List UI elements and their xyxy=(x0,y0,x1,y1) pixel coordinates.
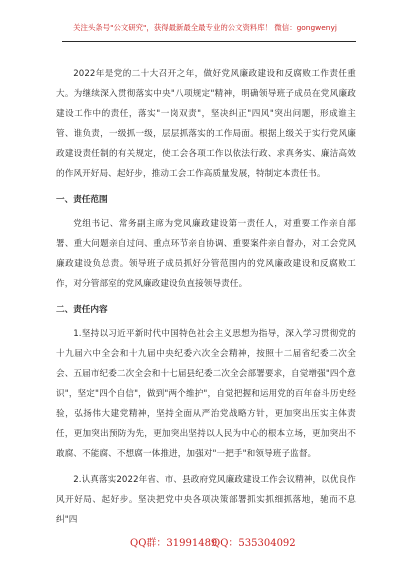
qq-number: QQ：535304092 xyxy=(212,538,296,549)
document-body xyxy=(56,64,356,536)
page-header: 关注头条号"公文研究"，获得最新最全最专业的公文资料库！ 微信：gongwenyj xyxy=(73,23,337,32)
section-heading-content: 二、责任内容 xyxy=(56,305,108,315)
intro-paragraph: 2022年是党的二十大召开之年，做好党风廉政建设和反腐败工作责任重大。为继续深入贯彻落实中央"八项规定"精神，明确领导班子成员在党风廉政建设工作中的责任，落实"一岗双责"，坚决纠正"四风"突出问题，形成谁主管、谁负责，一级抓一级，层层抓落实的工作局面。根据上级关于实行党风廉政建设责任制的有关规定，使工会各项工作以依法行政、求真务实、廉洁高效的作风开好局、起好步，推动工会工作高质量发展，特制定本责任书。 xyxy=(56,69,356,179)
section-heading-scope: 一、责任范围 xyxy=(56,195,108,205)
content-item-2: 2.认真落实2022年省、市、县政府党风廉政建设工作会议精神，以优良作风开好局、起好步。坚决把党中央各项决策部署抓实抓细抓落地，驰而不息纠"四 xyxy=(56,475,356,525)
qq-group-number: QQ群：31991489 xyxy=(130,538,218,549)
scope-paragraph: 党组书记、常务副主席为党风廉政建设第一责任人，对重要工作亲自部署、重大问题亲自过问、重点环节亲自协调、重要案件亲自督办，对工会党风廉政建设负总责。领导班子成员抓好分管范围内的党风廉政建设和反腐败工作，对分管部室的党风廉政建设负直接领导责任。 xyxy=(56,219,356,289)
header-divider xyxy=(62,41,356,42)
content-item-1: 1.坚持以习近平新时代中国特色社会主义思想为指导，深入学习贯彻党的十九届六中全会和十九届中央纪委六次全会精神，按照十二届省纪委二次全会、五届市纪委二次全会和十七届县纪委二次全会部署要求，自觉增强"四个意识"，坚定"四个自信"，做到"两个维护"，自觉把握和运用党的百年奋斗历史经验，弘扬伟大建党精神，坚持全面从严治党战略方针，更加突出压实主体责任，更加突出预防为先，更加突出坚持以人民为中心的根本立场，更加突出不敢腐、不能腐、不想腐一体推进，加强对"一把手"和领导班子监督。 xyxy=(56,329,356,459)
